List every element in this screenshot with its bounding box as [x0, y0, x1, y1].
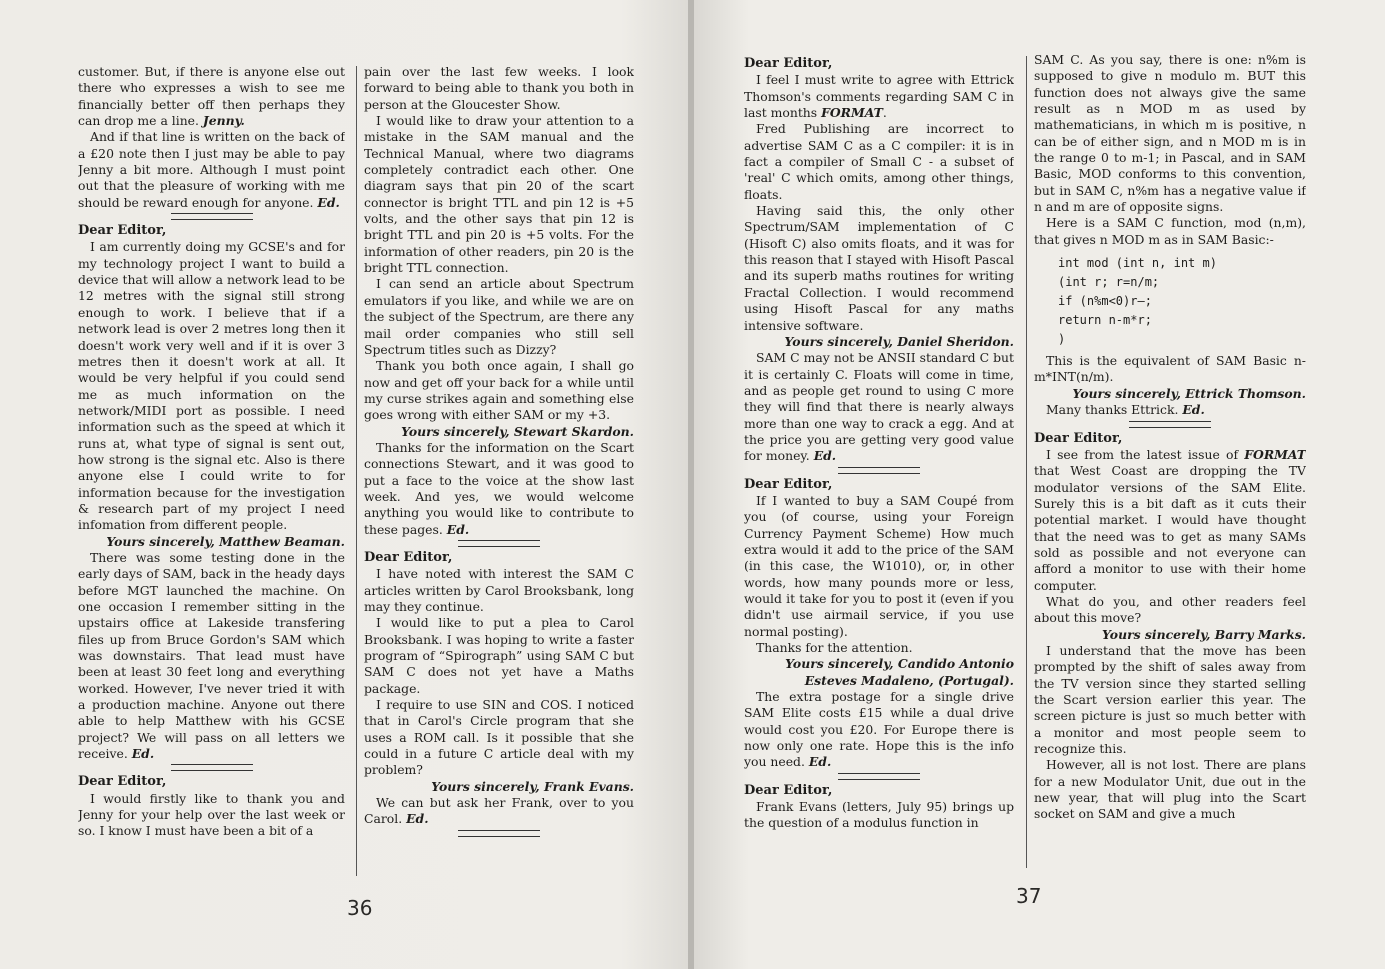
paragraph: I can send an article about Spectrum emulators if you like, and while we are on the subject of the Spectrum, are there any mail order companies who still sell Spectrum titles such as Dizzy? [364, 276, 634, 357]
signoff: Jenny. [202, 113, 245, 129]
editor-signoff: Ed. [131, 746, 155, 762]
magazine-name: FORMAT [1244, 446, 1306, 462]
paragraph [744, 72, 1014, 121]
code-block [1058, 254, 1306, 349]
paragraph-text: I feel I must write to agree with Ettrick Thomson's comments regarding SAM C in last months [744, 72, 1014, 121]
editor-signoff: Ed. [317, 194, 340, 210]
paragraph-text: that West Coast are dropping the TV modulator versions of the SAM Elite. Surely this is a bit daft as it cuts their potential market. I would have thought that the need was to get as many SAMs sold as possible and not everyone can afford a monitor to use with their home computer. [1034, 463, 1306, 593]
paragraph: Thank you both once again, I shall go now and get off your back for a while until my curse strikes again and something else goes wrong with either SAM or my +3. [364, 358, 634, 423]
magazine-name: FORMAT [821, 105, 883, 121]
paragraph [78, 64, 345, 129]
letter-signature: Yours sincerely, Frank Evans. [431, 778, 634, 794]
paragraph [744, 689, 1014, 771]
paragraph [1034, 447, 1306, 594]
editor-signoff: Ed. [808, 754, 832, 770]
paragraph: Thanks for the attention. [756, 640, 913, 656]
code-line: if (n%m<0)r—; [1058, 294, 1152, 309]
letter-heading: Dear Editor, [1034, 430, 1123, 446]
editor-signoff: Ed. [1182, 402, 1205, 418]
paragraph [744, 350, 1014, 464]
code-line: ) [1058, 332, 1066, 347]
paragraph-text: Thanks for the information on the Scart connections Stewart, and it was good to put a face to the voice at the show last week. And yes, we would welcome anything you would like to contribute to these pages. [364, 439, 634, 537]
divider [171, 764, 253, 771]
page-number: 36 [347, 896, 373, 920]
editor-signoff: Ed. [813, 448, 837, 464]
right-column-2 [1034, 52, 1306, 872]
code-line: return n-m*r; [1058, 313, 1152, 328]
paragraph-text: There was some testing done in the early days of SAM, back in the heady days before MGT launched the machine. On one occasion I remember sitting in the upstairs office at Lakeside transfering files up from Bruce Gordon's SAM which was downstairs. That lead must have been at least 30 feet long and everything worked. However, I've never tried it with a production machine. Anyone out there able to help Matthew with his GCSE project? We will pass on all letters we receive. [78, 549, 345, 762]
paragraph-text: I see from the latest issue of [1046, 446, 1239, 462]
letter-heading: Dear Editor, [744, 782, 833, 798]
paragraph: I have noted with interest the SAM C articles written by Carol Brooksbank, long may they continue. [364, 566, 634, 614]
letter-signature: Yours sincerely, Daniel Sheridon. [784, 333, 1014, 349]
paragraph: Here is a SAM C function, mod (n,m), that gives n MOD m as in SAM Basic:- [1034, 215, 1306, 247]
paragraph [364, 440, 634, 538]
paragraph-text: The extra postage for a single drive SAM Elite costs £15 while a dual drive would cost you £20. For Europe there is now only one rate. Hope this is the info you need. [744, 689, 1014, 770]
divider [458, 830, 540, 837]
paragraph: Frank Evans (letters, July 95) brings up the question of a modulus function in [744, 799, 1014, 831]
page-number: 37 [1016, 884, 1042, 908]
letter-heading: Dear Editor, [744, 476, 833, 492]
paragraph-text: And if that line is written on the back of a £20 note then I just may be able to pay Jenny a bit more. Although I must point out that the pleasure of working with me should be reward enough for anyone. [78, 129, 345, 210]
editor-signoff: Ed. [406, 811, 429, 827]
paragraph: If I wanted to buy a SAM Coupé from you (of course, using your Foreign Currency Payment Scheme) How much extra would it add to the price of the SAM (in this case, the W1010), or, in other words, how many pounds more or less, would it take for you to post it (even if you didn't use airmail service, if you use normal posting). [744, 492, 1014, 639]
left-column-1 [78, 64, 345, 884]
editor-signoff: Ed. [446, 521, 470, 537]
paragraph: pain over the last few weeks. I look forward to being able to thank you both in person at the Gloucester Show. [364, 64, 634, 112]
letter-signature: Yours sincerely, Matthew Beaman. [106, 533, 345, 549]
paragraph [364, 795, 634, 828]
divider [171, 213, 253, 220]
paragraph: What do you, and other readers feel about this move? [1034, 593, 1306, 626]
letter-signature: Yours sincerely, Stewart Skardon. [401, 423, 634, 439]
divider [838, 773, 920, 780]
paragraph: I would like to draw your attention to a mistake in the SAM manual and the Technical Manual, where two diagrams completely contradict each other. One diagram says that pin 20 of the scart connector is bright TTL and pin 12 is +5 volts, and the other says that pin 12 is bright TTL and pin 20 is +5 volts. For the information of other readers, pin 20 is the bright TTL connection. [364, 113, 634, 276]
paragraph [78, 129, 345, 211]
column-divider [1026, 56, 1027, 868]
paragraph: This is the equivalent of SAM Basic n-m*INT(n/m). [1034, 353, 1306, 385]
divider [838, 467, 920, 474]
paragraph: SAM C. As you say, there is one: n%m is supposed to give n modulo m. BUT this function does not always give the same result as n MOD m as used by mathematicians, in which m is positive, n can be of either sign, and n MOD m is in the range 0 to m-1; in Pascal, and in SAM Basic, MOD conforms to this convention, but in SAM C, n%m has a negative value if n and m are of opposite signs. [1034, 52, 1306, 215]
paragraph-text: We can but ask her Frank, over to you Carol. [364, 795, 634, 827]
paragraph: Having said this, the only other Spectrum/SAM implementation of C (Hisoft C) also omits floats, and it was for this reason that I stayed with Hisoft Pascal and its superb maths routines for writing Fractal Collection. I would recommend using Hisoft Pascal for any maths intensive software. [744, 203, 1014, 333]
paragraph: However, all is not lost. There are plans for a new Modulator Unit, due out in the new year, that will plug into the Scart socket on SAM and give a much [1034, 757, 1306, 822]
paragraph: I would like to put a plea to Carol Brooksbank. I was hoping to write a faster program of “Spirograph” using SAM C but SAM C does not yet have a Maths package. [364, 615, 634, 696]
letter-heading: Dear Editor, [744, 56, 833, 71]
divider [458, 540, 540, 547]
paragraph [1034, 402, 1306, 418]
letter-heading: Dear Editor, [364, 549, 453, 565]
right-page [694, 0, 1385, 969]
letter-heading: Dear Editor, [78, 223, 167, 239]
paragraph: I require to use SIN and COS. I noticed that in Carol's Circle program that she uses a ROM call. Is it possible that she could in a future C article deal with my problem? [364, 697, 634, 778]
column-divider [356, 66, 357, 876]
paragraph-text: . [882, 105, 887, 121]
paragraph-text: Many thanks Ettrick. [1046, 402, 1179, 418]
left-page [0, 0, 690, 969]
paragraph: I understand that the move has been prompted by the shift of sales away from the TV version since they started selling the Scart version earlier this year. The screen picture is just so much better with a monitor and most people seem to recognize this. [1034, 642, 1306, 757]
paragraph-text: SAM C may not be ANSII standard C but it is certainly C. Floats will come in time, and as people get round to using C more they will find that there is nearly always more than one way to crack a egg. And at the price you are getting very good value for money. [744, 350, 1014, 464]
letter-signature: Yours sincerely, Barry Marks. [1102, 626, 1306, 642]
letter-signature: Yours sincerely, Ettrick Thomson. [1072, 385, 1306, 401]
letter-heading: Dear Editor, [78, 774, 167, 790]
right-column-1 [744, 56, 1014, 876]
code-line: int mod (int n, int m) [1058, 256, 1217, 271]
paragraph: Fred Publishing are incorrect to advertise SAM C as a C compiler: it is in fact a compiler of Small C - a subset of 'real' C which omits, among other things, floats. [744, 121, 1014, 202]
left-column-2 [364, 64, 634, 884]
paragraph: I would firstly like to thank you and Jenny for your help over the last week or so. I know I must have been a bit of a [78, 790, 345, 839]
letter-signature: Yours sincerely, Candido Antonio Esteves Madaleno, (Portugal). [785, 656, 1014, 688]
code-line: (int r; r=n/m; [1058, 275, 1160, 290]
divider [1129, 421, 1211, 428]
paragraph-text: customer. But, if there is anyone else out there who expresses a wish to see me financially better off then perhaps they can drop me a line. [78, 64, 345, 129]
paragraph [78, 550, 345, 762]
paragraph: I am currently doing my GCSE's and for my technology project I want to build a device that will allow a network lead to be 12 metres with the signal still strong enough to work. I believe that if a network lead is over 2 metres long then it doesn't work very well and if it is over 3 metres then it doesn't work at all. It would be very helpful if you could send me as much information on the network/MIDI port as possible. I need information such as the speed at which it runs at, what type of signal is sent out, how strong is the signal etc. Also is there anyone else I could write to for information because for the investigation & research part of my project I need infomation from different people. [78, 239, 345, 533]
